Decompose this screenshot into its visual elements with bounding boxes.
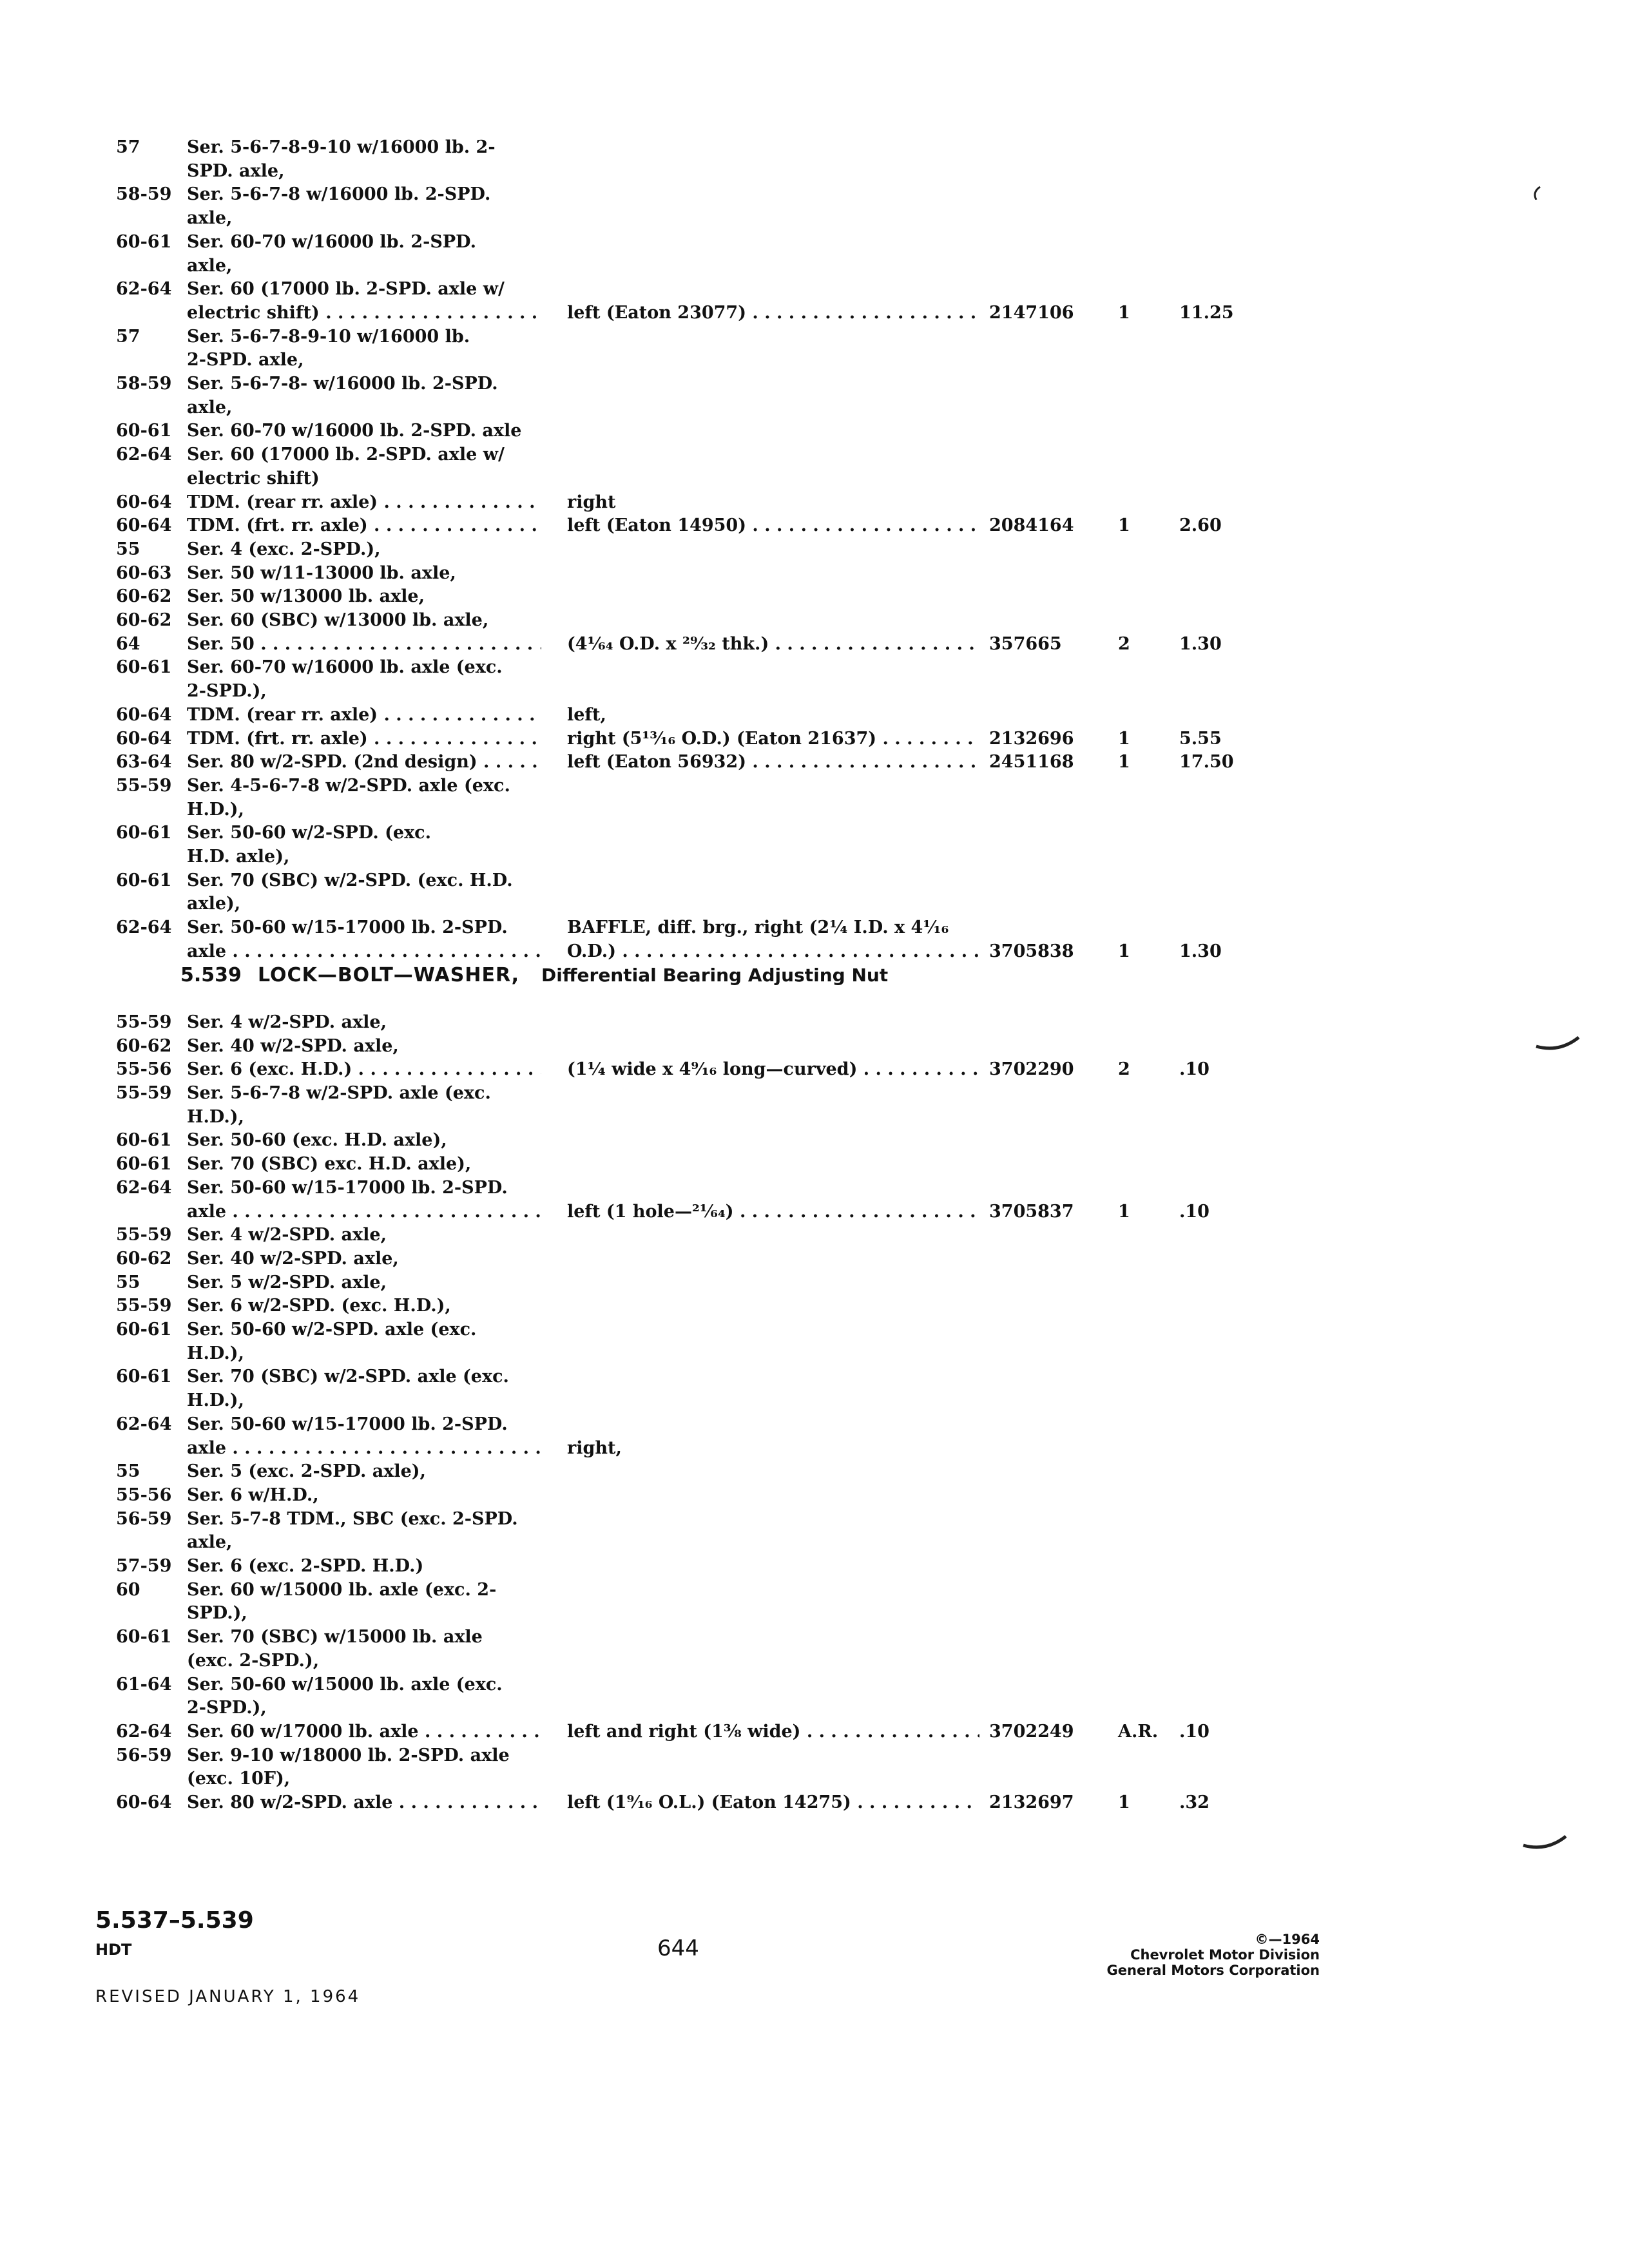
catalog-row bbox=[0, 562, 1629, 588]
model-years: 60-61 bbox=[116, 232, 172, 252]
application-text: 2-SPD.), bbox=[187, 1698, 267, 1718]
catalog-row bbox=[0, 775, 1629, 801]
model-years: 55 bbox=[116, 1461, 140, 1481]
catalog-row bbox=[0, 1390, 1629, 1416]
catalog-row bbox=[0, 1106, 1629, 1132]
model-years: 62-64 bbox=[116, 918, 172, 937]
model-years: 55-56 bbox=[116, 1059, 172, 1079]
catalog-row bbox=[0, 1129, 1629, 1155]
catalog-row bbox=[0, 1579, 1629, 1605]
part-description: right (5¹³⁄₁₆ O.D.) (Eaton 21637) . . . bbox=[567, 728, 979, 750]
application-text: axle, bbox=[187, 208, 233, 228]
application-text: Ser. 70 (SBC) exc. H.D. axle), bbox=[187, 1154, 472, 1174]
model-years: 61-64 bbox=[116, 1675, 172, 1695]
model-years: 62-64 bbox=[116, 1722, 172, 1742]
catalog-row bbox=[0, 420, 1629, 446]
application-text: Ser. 6 w/H.D., bbox=[187, 1485, 319, 1505]
model-years: 60 bbox=[116, 1580, 140, 1600]
model-years: 60-61 bbox=[116, 1627, 172, 1647]
application-text: axle, bbox=[187, 256, 233, 276]
application-text: H.D.), bbox=[187, 1343, 244, 1363]
catalog-row bbox=[0, 1697, 1629, 1723]
catalog-row bbox=[0, 1319, 1629, 1345]
model-years: 60-61 bbox=[116, 1154, 172, 1174]
model-years: 60-62 bbox=[116, 1036, 172, 1056]
catalog-row bbox=[0, 1745, 1629, 1771]
application-text: Ser. 50 . . . bbox=[187, 633, 541, 655]
catalog-row bbox=[0, 799, 1629, 825]
application-text: axle . . . bbox=[187, 941, 541, 963]
catalog-row bbox=[0, 893, 1629, 919]
list-price: 2.60 bbox=[1179, 515, 1222, 535]
quantity: 2 bbox=[1118, 1059, 1130, 1079]
application-text: Ser. 50-60 (exc. H.D. axle), bbox=[187, 1130, 447, 1150]
list-price: .10 bbox=[1179, 1202, 1210, 1222]
part-description: (1¼ wide x 4⁹⁄₁₆ long—curved) . . . bbox=[567, 1059, 979, 1081]
application-text: Ser. 40 w/2-SPD. axle, bbox=[187, 1036, 399, 1056]
application-text: H.D. axle), bbox=[187, 847, 290, 867]
application-text: electric shift) . . . bbox=[187, 302, 541, 324]
part-number: 3705837 bbox=[989, 1202, 1074, 1222]
model-years: 55-59 bbox=[116, 1083, 172, 1103]
binder-mark-icon bbox=[1521, 1830, 1572, 1849]
catalog-row bbox=[0, 1602, 1629, 1628]
model-years: 57-59 bbox=[116, 1556, 172, 1576]
model-years: 60-61 bbox=[116, 1130, 172, 1150]
catalog-row bbox=[0, 184, 1629, 209]
model-years: 58-59 bbox=[116, 374, 172, 394]
catalog-row bbox=[0, 326, 1629, 352]
part-description: left (Eaton 23077) . . . bbox=[567, 302, 979, 324]
catalog-row bbox=[0, 1768, 1629, 1794]
publisher-block bbox=[1107, 1932, 1320, 1978]
catalog-row bbox=[0, 137, 1629, 162]
application-text: SPD. axle, bbox=[187, 161, 285, 181]
corporation-name: General Motors Corporation bbox=[1106, 1963, 1320, 1978]
application-text: (exc. 10F), bbox=[187, 1769, 291, 1789]
application-text: Ser. 70 (SBC) w/2-SPD. (exc. H.D. bbox=[187, 870, 513, 890]
model-years: 60-62 bbox=[116, 1249, 172, 1269]
model-years: 60-63 bbox=[116, 563, 172, 583]
model-years: 57 bbox=[116, 137, 140, 157]
section-heading bbox=[0, 965, 1629, 990]
list-price: .10 bbox=[1179, 1059, 1210, 1079]
application-text: Ser. 50 w/11-13000 lb. axle, bbox=[187, 563, 456, 583]
catalog-row bbox=[0, 255, 1629, 281]
application-text: Ser. 5-6-7-8 w/2-SPD. axle (exc. bbox=[187, 1083, 491, 1103]
application-text: Ser. 60 (17000 lb. 2-SPD. axle w/ bbox=[187, 445, 505, 465]
model-years: 62-64 bbox=[116, 1414, 172, 1434]
quantity: 1 bbox=[1118, 752, 1130, 772]
application-text: Ser. 5-6-7-8- w/16000 lb. 2-SPD. bbox=[187, 374, 498, 394]
part-description: right, bbox=[567, 1438, 622, 1458]
catalog-row bbox=[0, 822, 1629, 848]
application-text: (exc. 2-SPD.), bbox=[187, 1651, 320, 1671]
model-years: 60-64 bbox=[116, 729, 172, 749]
catalog-row bbox=[0, 846, 1629, 872]
application-text: Ser. 50-60 w/2-SPD. (exc. bbox=[187, 823, 432, 843]
part-number: 2147106 bbox=[989, 303, 1074, 323]
catalog-row bbox=[0, 1792, 1629, 1818]
catalog-row bbox=[0, 1343, 1629, 1369]
section-title: LOCK—BOLT—WASHER, bbox=[258, 964, 520, 986]
list-price: 11.25 bbox=[1179, 303, 1234, 323]
catalog-row bbox=[0, 1201, 1629, 1227]
part-description: O.D.) . . . bbox=[567, 941, 979, 963]
model-years: 60-61 bbox=[116, 823, 172, 843]
list-price: 1.30 bbox=[1179, 941, 1222, 961]
application-text: Ser. 4 w/2-SPD. axle, bbox=[187, 1012, 387, 1032]
application-text: Ser. 60-70 w/16000 lb. 2-SPD. axle bbox=[187, 421, 522, 441]
binder-mark-icon bbox=[1534, 1031, 1585, 1050]
application-text: Ser. 60-70 w/16000 lb. axle (exc. bbox=[187, 657, 503, 677]
application-text: Ser. 5-6-7-8-9-10 w/16000 lb. bbox=[187, 327, 470, 347]
application-text: TDM. (frt. rr. axle) . . . bbox=[187, 515, 541, 537]
application-text: Ser. 50 w/13000 lb. axle, bbox=[187, 586, 425, 606]
catalog-row bbox=[0, 704, 1629, 730]
part-description: (4¹⁄₆₄ O.D. x ²⁹⁄₃₂ thk.) . . . bbox=[567, 633, 979, 655]
application-text: axle, bbox=[187, 398, 233, 418]
application-text: Ser. 5-6-7-8 w/16000 lb. 2-SPD. bbox=[187, 184, 491, 204]
application-text: axle, bbox=[187, 1532, 233, 1552]
list-price: .32 bbox=[1179, 1792, 1210, 1812]
part-number: 3702290 bbox=[989, 1059, 1074, 1079]
application-text: Ser. 80 w/2-SPD. (2nd design) . . . bbox=[187, 751, 541, 773]
part-description: left and right (1⅜ wide) . . . bbox=[567, 1721, 979, 1743]
model-years: 55-59 bbox=[116, 1296, 172, 1316]
catalog-row bbox=[0, 1366, 1629, 1392]
model-years: 60-62 bbox=[116, 610, 172, 630]
application-text: Ser. 6 w/2-SPD. (exc. H.D.), bbox=[187, 1296, 451, 1316]
application-text: Ser. 60 (SBC) w/13000 lb. axle, bbox=[187, 610, 489, 630]
application-text: axle . . . bbox=[187, 1201, 541, 1223]
division-name: Chevrolet Motor Division bbox=[1130, 1947, 1320, 1963]
part-description: left (Eaton 14950) . . . bbox=[567, 515, 979, 537]
catalog-row bbox=[0, 1555, 1629, 1581]
part-description: left (1 hole—²¹⁄₆₄) . . . bbox=[567, 1201, 979, 1223]
application-text: 2-SPD. axle, bbox=[187, 350, 304, 370]
application-text: TDM. (rear rr. axle) . . . bbox=[187, 492, 541, 514]
part-number: 357665 bbox=[989, 634, 1062, 654]
catalog-row bbox=[0, 373, 1629, 399]
catalog-row bbox=[0, 539, 1629, 564]
application-text: Ser. 50-60 w/15-17000 lb. 2-SPD. bbox=[187, 918, 508, 937]
model-years: 60-61 bbox=[116, 1367, 172, 1387]
quantity: 1 bbox=[1118, 303, 1130, 323]
application-text: Ser. 60 w/15000 lb. axle (exc. 2- bbox=[187, 1580, 497, 1600]
application-text: H.D.), bbox=[187, 1107, 244, 1127]
application-text: Ser. 4 w/2-SPD. axle, bbox=[187, 1225, 387, 1245]
catalog-row bbox=[0, 917, 1629, 943]
application-text: Ser. 9-10 w/18000 lb. 2-SPD. axle bbox=[187, 1745, 510, 1765]
application-text: Ser. 50-60 w/15-17000 lb. 2-SPD. bbox=[187, 1178, 508, 1198]
catalog-row bbox=[0, 515, 1629, 541]
application-text: Ser. 60-70 w/16000 lb. 2-SPD. bbox=[187, 232, 476, 252]
part-number: 3705838 bbox=[989, 941, 1074, 961]
catalog-row bbox=[0, 1059, 1629, 1084]
catalog-row bbox=[0, 586, 1629, 611]
application-text: Ser. 4 (exc. 2-SPD.), bbox=[187, 539, 381, 559]
application-text: Ser. 50-60 w/15-17000 lb. 2-SPD. bbox=[187, 1414, 508, 1434]
part-number: 2084164 bbox=[989, 515, 1074, 535]
quantity: 1 bbox=[1118, 941, 1130, 961]
catalog-row bbox=[0, 1012, 1629, 1037]
catalog-row bbox=[0, 1508, 1629, 1534]
catalog-row bbox=[0, 728, 1629, 754]
section-number: 5.539 bbox=[180, 964, 242, 986]
model-years: 55-59 bbox=[116, 1012, 172, 1032]
catalog-row bbox=[0, 1295, 1629, 1321]
list-price: 1.30 bbox=[1179, 634, 1222, 654]
catalog-row bbox=[0, 468, 1629, 494]
revision-date: REVISED JANUARY 1, 1964 bbox=[95, 1987, 361, 2006]
application-text: Ser. 70 (SBC) w/15000 lb. axle bbox=[187, 1627, 483, 1647]
catalog-row bbox=[0, 1626, 1629, 1652]
part-number: 2451168 bbox=[989, 752, 1074, 772]
application-text: electric shift) bbox=[187, 468, 320, 488]
part-description: left (1⁹⁄₁₆ O.L.) (Eaton 14275) . . . bbox=[567, 1792, 979, 1814]
catalog-row bbox=[0, 160, 1629, 186]
model-years: 56-59 bbox=[116, 1509, 172, 1529]
application-text: Ser. 60 w/17000 lb. axle . . . bbox=[187, 1721, 541, 1743]
application-text: 2-SPD.), bbox=[187, 681, 267, 701]
catalog-row bbox=[0, 349, 1629, 375]
catalog-row bbox=[0, 1532, 1629, 1557]
model-years: 60-61 bbox=[116, 421, 172, 441]
model-years: 60-62 bbox=[116, 586, 172, 606]
application-text: Ser. 60 (17000 lb. 2-SPD. axle w/ bbox=[187, 279, 505, 299]
application-text: TDM. (rear rr. axle) . . . bbox=[187, 704, 541, 726]
catalog-row bbox=[0, 870, 1629, 896]
catalog-row bbox=[0, 751, 1629, 777]
catalog-row bbox=[0, 1224, 1629, 1250]
application-text: Ser. 50-60 w/15000 lb. axle (exc. bbox=[187, 1675, 503, 1695]
catalog-row bbox=[0, 1035, 1629, 1061]
model-years: 57 bbox=[116, 327, 140, 347]
catalog-row bbox=[0, 1461, 1629, 1486]
catalog-row bbox=[0, 1248, 1629, 1274]
application-text: axle), bbox=[187, 894, 241, 914]
quantity: 1 bbox=[1118, 1202, 1130, 1222]
application-text: H.D.), bbox=[187, 800, 244, 820]
catalog-row bbox=[0, 278, 1629, 304]
part-description: left, bbox=[567, 705, 606, 725]
catalog-row bbox=[0, 988, 1629, 1014]
part-description: BAFFLE, diff. brg., right (2¼ I.D. x 4¹⁄₁₆ bbox=[567, 918, 949, 937]
catalog-row bbox=[0, 1721, 1629, 1747]
application-text: Ser. 4-5-6-7-8 w/2-SPD. axle (exc. bbox=[187, 776, 510, 796]
catalog-row bbox=[0, 302, 1629, 328]
catalog-row bbox=[0, 610, 1629, 635]
model-years: 60-64 bbox=[116, 1792, 172, 1812]
list-price: 5.55 bbox=[1179, 729, 1222, 749]
application-text: TDM. (frt. rr. axle) . . . bbox=[187, 728, 541, 750]
model-years: 56-59 bbox=[116, 1745, 172, 1765]
application-text: SPD.), bbox=[187, 1603, 247, 1623]
quantity: 2 bbox=[1118, 634, 1130, 654]
catalog-row bbox=[0, 1082, 1629, 1108]
section-subtitle: Differential Bearing Adjusting Nut bbox=[541, 965, 889, 986]
application-text: Ser. 5 w/2-SPD. axle, bbox=[187, 1273, 387, 1293]
catalog-row bbox=[0, 633, 1629, 659]
application-text: Ser. 5-6-7-8-9-10 w/16000 lb. 2- bbox=[187, 137, 496, 157]
binder-mark-icon bbox=[1527, 180, 1579, 200]
model-years: 62-64 bbox=[116, 445, 172, 465]
catalog-code: HDT bbox=[95, 1941, 132, 1959]
model-years: 62-64 bbox=[116, 279, 172, 299]
model-years: 60-64 bbox=[116, 705, 172, 725]
catalog-row bbox=[0, 941, 1629, 966]
part-description: left (Eaton 56932) . . . bbox=[567, 751, 979, 773]
list-price: .10 bbox=[1179, 1722, 1210, 1742]
model-years: 55-59 bbox=[116, 776, 172, 796]
quantity: 1 bbox=[1118, 729, 1130, 749]
quantity: A.R. bbox=[1118, 1722, 1159, 1742]
application-text: Ser. 5-7-8 TDM., SBC (exc. 2-SPD. bbox=[187, 1509, 518, 1529]
catalog-row bbox=[0, 1153, 1629, 1179]
quantity: 1 bbox=[1118, 515, 1130, 535]
application-text: Ser. 6 (exc. 2-SPD. H.D.) bbox=[187, 1556, 424, 1576]
catalog-row bbox=[0, 1485, 1629, 1510]
application-text: H.D.), bbox=[187, 1390, 244, 1410]
catalog-row bbox=[0, 680, 1629, 706]
model-years: 60-61 bbox=[116, 1320, 172, 1340]
part-description: right bbox=[567, 492, 616, 512]
application-text: Ser. 80 w/2-SPD. axle . . . bbox=[187, 1792, 541, 1814]
application-text: Ser. 5 (exc. 2-SPD. axle), bbox=[187, 1461, 426, 1481]
model-years: 58-59 bbox=[116, 184, 172, 204]
quantity: 1 bbox=[1118, 1792, 1130, 1812]
part-number: 2132697 bbox=[989, 1792, 1074, 1812]
catalog-row bbox=[0, 207, 1629, 233]
catalog-row bbox=[0, 444, 1629, 470]
model-years: 55 bbox=[116, 539, 140, 559]
model-years: 55-56 bbox=[116, 1485, 172, 1505]
model-years: 60-64 bbox=[116, 492, 172, 512]
part-number: 2132696 bbox=[989, 729, 1074, 749]
application-text: Ser. 40 w/2-SPD. axle, bbox=[187, 1249, 399, 1269]
catalog-row bbox=[0, 492, 1629, 517]
catalog-row bbox=[0, 657, 1629, 682]
model-years: 55 bbox=[116, 1273, 140, 1293]
list-price: 17.50 bbox=[1179, 752, 1234, 772]
catalog-row bbox=[0, 1272, 1629, 1298]
catalog-row bbox=[0, 1650, 1629, 1676]
model-years: 64 bbox=[116, 634, 140, 654]
catalog-row bbox=[0, 397, 1629, 423]
application-text: Ser. 70 (SBC) w/2-SPD. axle (exc. bbox=[187, 1367, 509, 1387]
model-years: 60-61 bbox=[116, 870, 172, 890]
catalog-row bbox=[0, 1437, 1629, 1463]
section-code: 5.537–5.539 bbox=[95, 1907, 254, 1934]
model-years: 60-61 bbox=[116, 657, 172, 677]
catalog-row bbox=[0, 1177, 1629, 1203]
application-text: Ser. 50-60 w/2-SPD. axle (exc. bbox=[187, 1320, 477, 1340]
model-years: 60-64 bbox=[116, 515, 172, 535]
catalog-row bbox=[0, 231, 1629, 257]
application-text: Ser. 6 (exc. H.D.) . . . bbox=[187, 1059, 541, 1081]
model-years: 62-64 bbox=[116, 1178, 172, 1198]
catalog-row bbox=[0, 1674, 1629, 1700]
application-text: axle . . . bbox=[187, 1437, 541, 1459]
copyright: ©—1964 bbox=[1255, 1932, 1320, 1947]
model-years: 63-64 bbox=[116, 752, 172, 772]
model-years: 55-59 bbox=[116, 1225, 172, 1245]
page-number: 644 bbox=[657, 1936, 699, 1961]
catalog-row bbox=[0, 1414, 1629, 1439]
part-number: 3702249 bbox=[989, 1722, 1074, 1742]
